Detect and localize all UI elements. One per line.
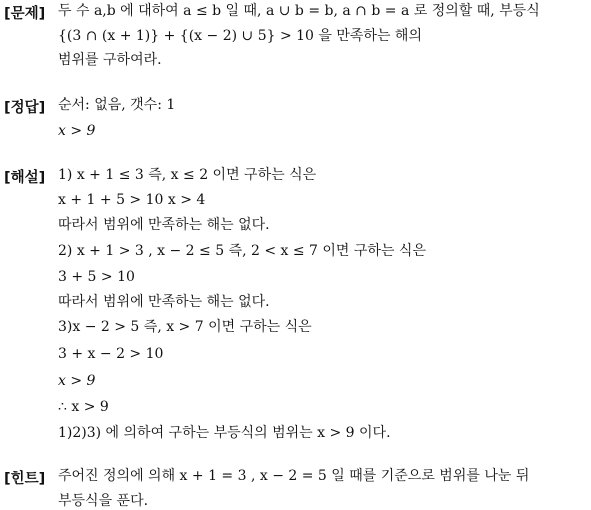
solution-line-7: 3)x − 2 > 5 즉, x > 7 이면 구하는 식은 bbox=[58, 319, 312, 335]
solution-line-8: 3 + x − 2 > 10 bbox=[58, 346, 164, 362]
problem-tag: [문제] bbox=[4, 6, 46, 22]
solution-line-11: 1)2)3) 에 의하여 구하는 부등식의 범위는 x > 9 이다. bbox=[58, 425, 391, 441]
hint-line-2: 부등식을 푼다. bbox=[58, 493, 149, 509]
solution-line-3: 따라서 범위에 만족하는 해는 없다. bbox=[58, 217, 270, 233]
problem-line-3: 범위를 구하여라. bbox=[58, 52, 162, 68]
hint-tag: [힌트] bbox=[4, 471, 46, 487]
answer-tag: [정답] bbox=[4, 100, 46, 116]
answer-value: x > 9 bbox=[58, 123, 96, 139]
solution-line-5: 3 + 5 > 10 bbox=[58, 269, 135, 285]
solution-line-6: 따라서 범위에 만족하는 해는 없다. bbox=[58, 294, 270, 310]
problem-line-2: {(3 ∩ (x + 1)} + {(x − 2) ∪ 5} > 10 을 만족하는 해의 bbox=[58, 28, 422, 44]
hint-line-1: 주어진 정의에 의해 x + 1 = 3 , x − 2 = 5 일 때를 기준으로 범위를 나눈 뒤 bbox=[58, 468, 530, 484]
answer-meta: 순서: 없음, 갯수: 1 bbox=[58, 97, 176, 113]
solution-line-4: 2) x + 1 > 3 , x − 2 ≤ 5 즉, 2 < x ≤ 7 이면 구하는 식은 bbox=[58, 243, 426, 259]
solution-line-10: ∴ x > 9 bbox=[58, 399, 109, 415]
solution-line-1: 1) x + 1 ≤ 3 즉, x ≤ 2 이면 구하는 식은 bbox=[58, 167, 317, 183]
solution-tag: [해설] bbox=[4, 170, 46, 186]
solution-line-9: x > 9 bbox=[58, 373, 96, 389]
problem-line-1: 두 수 a,b 에 대하여 a ≤ b 일 때, a ∪ b = b, a ∩ b = a 로 정의할 때, 부등식 bbox=[58, 3, 540, 19]
solution-line-2: x + 1 + 5 > 10 x > 4 bbox=[58, 192, 206, 208]
